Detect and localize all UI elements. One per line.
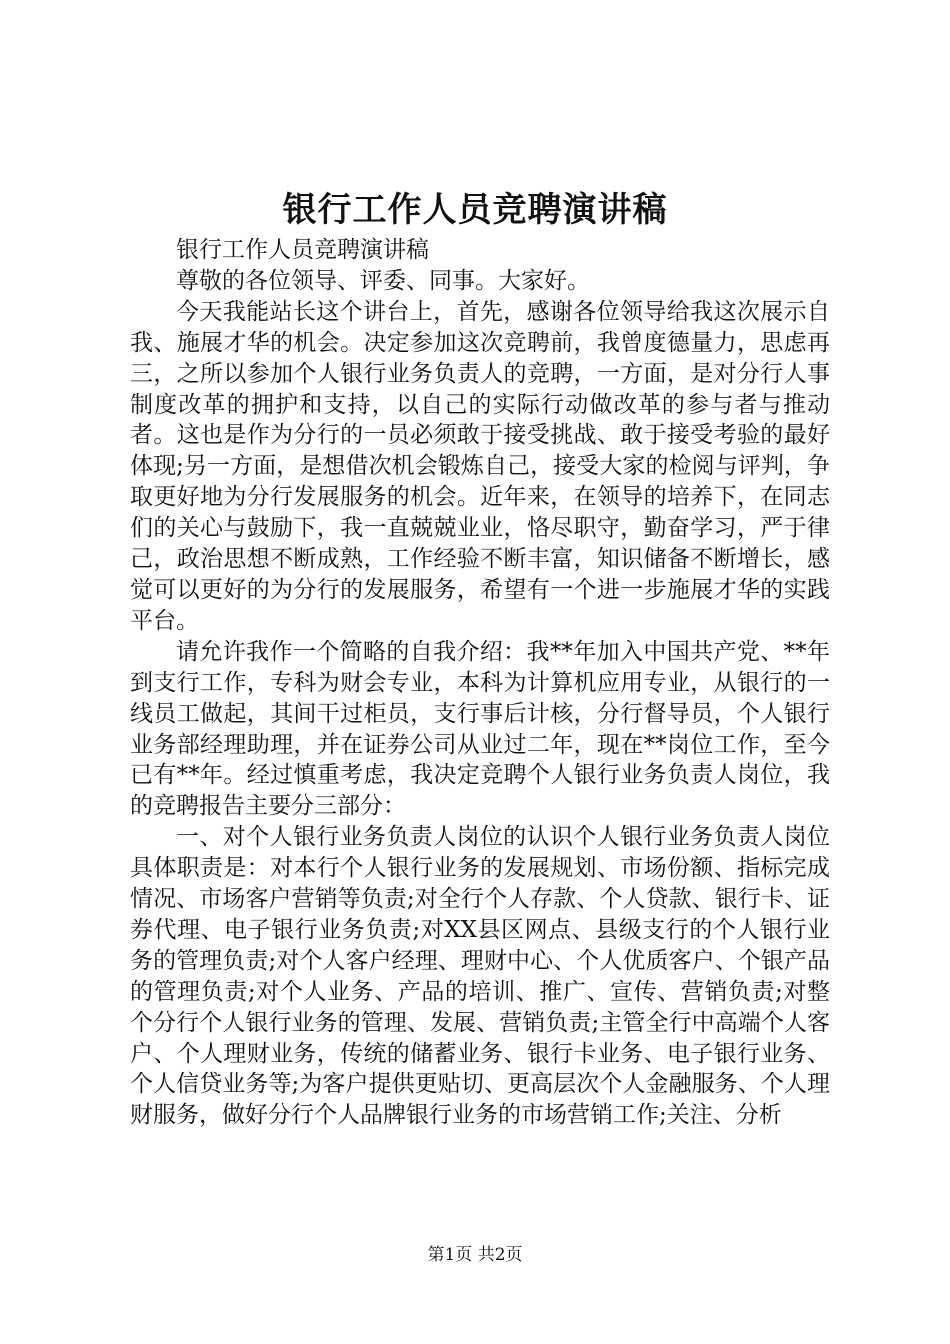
document-body [130,235,830,1131]
paragraph: 一、对个人银行业务负责人岗位的认识个人银行业务负责人岗位具体职责是：对本行个人银行业务的发展规划、市场份额、指标完成情况、市场客户营销等负责;对全行个人存款、个人贷款、银行卡、证券代理、电子银行业务负责;对XX县区网点、县级支行的个人银行业务的管理负责;对个人客户经理、理财中心、个人优质客户、个银产品的管理负责;对个人业务、产品的培训、推广、宣传、营销负责;对整个分行个人银行业务的管理、发展、营销负责;主管全行中高端个人客户、个人理财业务，传统的储蓄业务、银行卡业务、电子银行业务、个人信贷业务等;为客户提供更贴切、更高层次个人金融服务、个人理财服务，做好分行个人品牌银行业务的市场营销工作;关注、分析 [130,824,830,1129]
paragraph: 尊敬的各位领导、评委、同事。大家好。 [176,267,590,294]
paragraph: 今天我能站长这个讲台上，首先，感谢各位领导给我这次展示自我、施展才华的机会。决定参加这次竞聘前，我曾度德量力，思虑再三，之所以参加个人银行业务负责人的竞聘，一方面，是对分行人事制度改革的拥护和支持，以自己的实际行动做改革的参与者与推动者。这也是作为分行的一员必须敢于接受挑战、敢于接受考验的最好体现;另一方面，是想借次机会锻炼自己，接受大家的检阅与评判，争取更好地为分行发展服务的机会。近年来，在领导的培养下，在同志们的关心与鼓励下，我一直兢兢业业，恪尽职守，勤奋学习，严于律己，政治思想不断成熟，工作经验不断丰富，知识储备不断增长，感觉可以更好的为分行的发展服务，希望有一个进一步施展才华的实践平台。 [130,298,830,634]
paragraph: 银行工作人员竞聘演讲稿 [176,237,429,263]
document-title: 银行工作人员竞聘演讲稿 [282,190,668,230]
paragraph: 请允许我作一个简略的自我介绍：我**年加入中国共产党、**年到支行工作，专科为财会专业，本科为计算机应用专业，从银行的一线员工做起，其间干过柜员，支行事后计核，分行督导员，个人银行业务部经理助理，并在证券公司从业过二年，现在**岗位工作，至今已有**年。经过慎重考虑，我决定竞聘个人银行业务负责人岗位，我的竞聘报告主要分三部分： [130,638,830,820]
page-footer: 第1页 共2页 [427,1245,523,1265]
